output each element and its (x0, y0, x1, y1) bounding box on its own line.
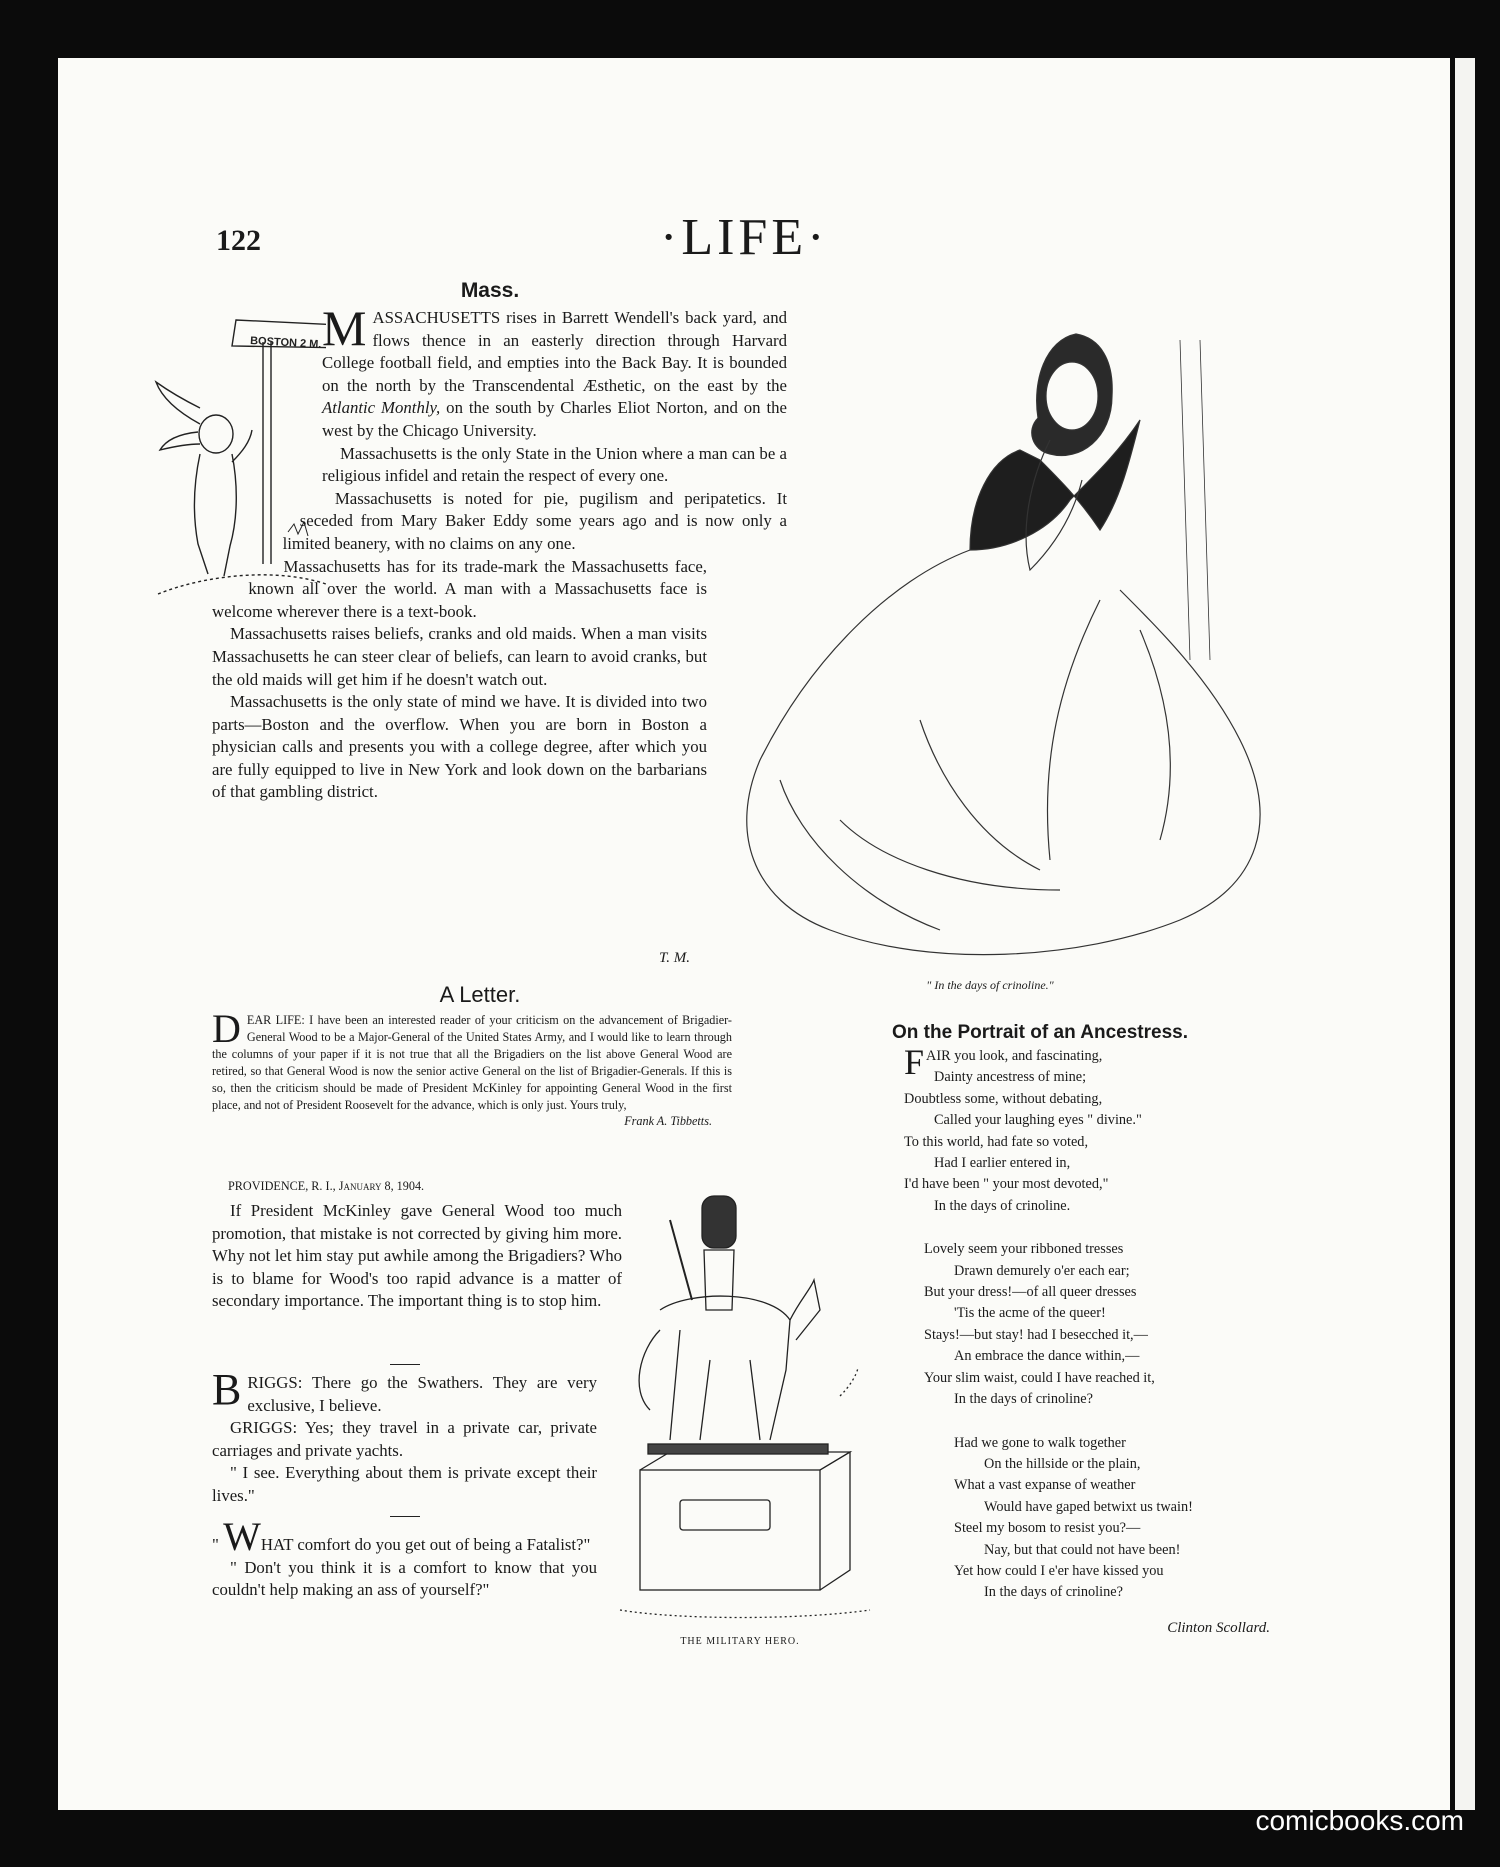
poem-line: An embrace the dance within,— (954, 1348, 1140, 1365)
poem-line: Your slim waist, could I have reached it, (924, 1369, 1155, 1386)
letter-title: A Letter. (439, 982, 521, 1007)
poem-stanza-1 (904, 1042, 1304, 1217)
military-hero-caption: THE MILITARY HERO. (680, 1636, 800, 1647)
fatalist-joke (212, 1514, 597, 1602)
letter-text: EAR LIFE: I have been an interested reader of your criticism on the advancement of Brigadier-General Wood to be a Major-General of the United States Army, and I would like to learn through the columns of your paper if it is not true that all the Brigadiers on the list above General Wood are retired, so that General Wood is now the senior active General on the list of Brigadier-Generals. If this is so, then the criticism should be made of President McKinley for appointing General Wood in the first place, and not of President Roosevelt for the advance, which is only just. Yours truly, (212, 1013, 732, 1112)
mass-paragraph-1-rest: on the south by Charles Eliot Norton, and on the west by the Chicago University. (322, 398, 787, 440)
poem-line: Stays!—but stay! had I besecched it,— (924, 1326, 1148, 1343)
atlantic-monthly-italic: Atlantic Monthly, (322, 398, 441, 418)
signpost-label: BOSTON 2 M. (249, 335, 322, 351)
poem-line: Called your laughing eyes " divine." (934, 1112, 1142, 1129)
crinoline-caption: " In the days of crinoline." (926, 978, 1054, 992)
poem-line: In the days of crinoline? (984, 1584, 1123, 1601)
poem-line: But your dress!—of all queer dresses (924, 1284, 1137, 1301)
letter-dateline: PROVIDENCE, R. I., January 8, 1904. (228, 1179, 425, 1193)
mass-signature: T. M. (659, 950, 690, 966)
mass-paragraph-4: Massachusetts has for its trade-mark the Massachusetts face, known all over the world. A man with a Massachusetts face is welcome wherever there is a text-book. (212, 556, 707, 621)
poem-line: Had we gone to walk together (954, 1434, 1126, 1451)
briggs-line-2: GRIGGS: Yes; they travel in a private car, private carriages and private yachts. (212, 1418, 597, 1460)
poem-line: Drawn demurely o'er each ear; (954, 1262, 1130, 1279)
poem-line: Steel my bosom to resist you?— (954, 1520, 1141, 1537)
poem-line: Yet how could I e'er have kissed you (954, 1562, 1164, 1579)
mass-paragraph-1: ASSACHUSETTS rises in Barrett Wendell's back yard, and flows thence in an easterly direction through Harvard College football field, and empties into the Back Bay. It is bounded on the north by the Transcendental Æsthetic, on the east by the (322, 308, 787, 395)
separator-rule-2 (390, 1516, 420, 1517)
letter-reply (212, 1200, 622, 1313)
fatalist-line-2: " Don't you think it is a comfort to know that you couldn't help making an ass of yourself?" (212, 1557, 597, 1600)
poem-line: AIR you look, and fascinating, (926, 1048, 1103, 1064)
poem-line: To this world, had fate so voted, (904, 1133, 1089, 1150)
poem-line: Lovely seem your ribboned tresses (924, 1241, 1124, 1258)
crinoline-lady-illustration (720, 300, 1280, 980)
mass-paragraph-5: Massachusetts raises beliefs, cranks and old maids. When a man visits Massachusetts he can steer clear of beliefs, can learn to avoid cranks, but the old maids will get him if he doesn't watch out. (212, 624, 707, 689)
briggs-dropcap: B (212, 1365, 242, 1414)
poem-line: 'Tis the acme of the queer! (954, 1305, 1106, 1322)
fatalist-line-1: HAT comfort do you get out of being a Fatalist?" (260, 1535, 591, 1554)
poem-line: Would have gaped betwixt us twain! (984, 1498, 1193, 1515)
briggs-line-1: RIGGS: There go the Swathers. They are very exclusive, I believe. (247, 1373, 597, 1415)
adjacent-page-edge (1455, 58, 1475, 1810)
poem-title: On the Portrait of an Ancestress. (892, 1022, 1188, 1043)
poem-dropcap: F (904, 1042, 925, 1082)
poem-line: In the days of crinoline. (934, 1197, 1071, 1214)
poem-line: In the days of crinoline? (954, 1391, 1093, 1408)
poem-line: Nay, but that could not have been! (984, 1541, 1181, 1558)
masthead: ·LIFE· (660, 209, 829, 266)
briggs-line-3: " I see. Everything about them is private except their lives." (212, 1463, 597, 1505)
letter-body (212, 1006, 732, 1130)
poem-line: On the hillside or the plain, (984, 1455, 1141, 1472)
mass-article-body (212, 300, 787, 804)
mass-paragraph-6: Massachusetts is the only state of mind we have. It is divided into two parts—Boston and the overflow. When you are born in Boston a physician calls and presents you with a college degree, after which you are fully equipped to live in New York and look down on the barbarians of that gambling district. (212, 692, 707, 802)
poem-line: What a vast expanse of weather (954, 1477, 1136, 1494)
poem-line: Doubtless some, without debating, (904, 1090, 1103, 1107)
watermark: comicbooks.com (1255, 1805, 1464, 1836)
mass-paragraph-3: Massachusetts is noted for pie, pugilism and peripatetics. It seceded from Mary Baker Eddy some years ago and is now only a limited beanery, with no claims on any one. (282, 488, 787, 553)
poem-body (904, 1042, 1304, 1626)
briggs-joke (212, 1365, 597, 1508)
fatalist-dropcap: W (223, 1514, 261, 1559)
separator-rule-1 (390, 1364, 420, 1365)
poem-stanza-3 (904, 1433, 1304, 1604)
poem-line: Dainty ancestress of mine; (934, 1069, 1087, 1086)
letter-signature: Frank A. Tibbetts. (624, 1114, 712, 1129)
mass-dropcap: M (322, 300, 367, 356)
poem-line: I'd have been " your most devoted," (904, 1176, 1109, 1193)
poem-stanza-2 (904, 1239, 1304, 1410)
mass-article-title: Mass. (460, 279, 520, 302)
fatalist-open-quote: " (212, 1535, 219, 1554)
poem-line: Had I earlier entered in, (934, 1155, 1071, 1172)
letter-reply-text: If President McKinley gave General Wood too much promotion, that mistake is not corrected by giving him more. Why not let him stay put awhile among the Brigadiers? Who is to blame for Wood's too rapid advance is a matter of secondary importance. The important thing is to stop him. (212, 1201, 622, 1311)
page-number: 122 (216, 224, 261, 257)
poem-signature: Clinton Scollard. (1167, 1620, 1270, 1636)
military-hero-illustration (600, 1190, 890, 1630)
letter-dropcap: D (212, 1006, 241, 1051)
mass-paragraph-2: Massachusetts is the only State in the Union where a man can be a religious infidel and retain the respect of every one. (322, 443, 787, 486)
